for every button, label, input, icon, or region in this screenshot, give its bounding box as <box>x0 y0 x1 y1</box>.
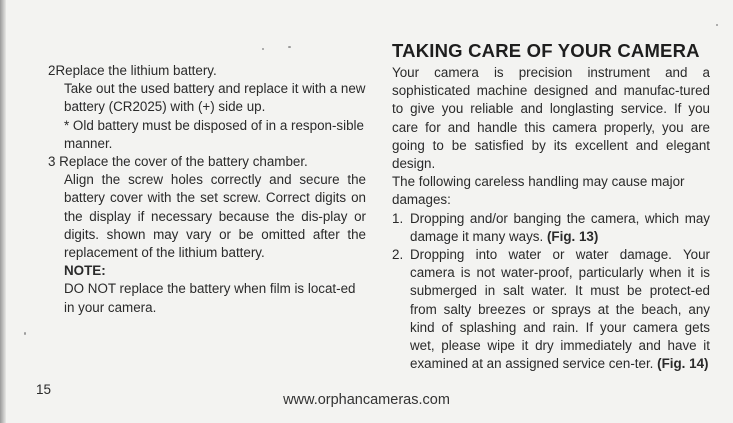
step2-disposal-note: * Old battery must be disposed of in a respon-sible manner. <box>64 117 364 151</box>
list-item-number: 1. <box>392 210 404 226</box>
left-column <box>48 62 366 317</box>
list-item <box>392 210 710 246</box>
damage-list <box>392 210 710 374</box>
damage-intro: The following careless handling may cause major damages: <box>392 174 685 208</box>
step2-heading: 2Replace the lithium battery. <box>48 63 217 78</box>
list-item-number: 2. <box>392 247 404 263</box>
section-title: TAKING CARE OF YOUR CAMERA <box>392 40 700 61</box>
list-item-text: Dropping into water or water damage. Your camera is not water-proof, particularly when it is submerged in salt water. It must be protect-ed from salty breezes or sprays at the beach, any kind of splashing and rain. If your camera gets wet, please wipe it dry immediately and have it examined at an assigned service cen-ter. <box>410 247 710 372</box>
list-item-text: Dropping and/or banging the camera, which may damage it many ways. <box>410 210 710 244</box>
list-item <box>392 246 710 373</box>
figure-reference: (Fig. 13) <box>546 228 599 244</box>
step3-heading: 3 Replace the cover of the battery chamber. <box>48 154 308 170</box>
note-label: NOTE: <box>64 263 106 279</box>
scan-speck <box>716 24 718 26</box>
care-intro: Your camera is precision instrument and a sophisticated machine designed and manufac-tured to give you reliable and longlasting service. If you care for and handle this camera properly, you are going to be satisfied by its excellent and elegant design. <box>392 65 710 172</box>
step3-body: Align the screw holes correctly and secure the battery cover with the set screw. Correct digits on the display if necessary because the dis-play or digits. shown may vary or be omitted after the replacement of the lithium battery. <box>64 172 366 261</box>
note-body: DO NOT replace the battery when film is locat-ed in your camera. <box>64 281 356 315</box>
scan-speck <box>24 332 26 335</box>
scan-speck <box>288 46 291 48</box>
figure-reference: (Fig. 14) <box>657 356 709 372</box>
page-edge-shadow <box>0 0 6 423</box>
step2-body: Take out the used battery and replace it with a new battery (CR2025) with (+) side up. <box>64 81 366 115</box>
source-url: www.orphancameras.com <box>283 392 450 408</box>
page-number: 15 <box>36 382 52 397</box>
right-column <box>392 40 710 373</box>
scan-speck <box>262 48 264 50</box>
